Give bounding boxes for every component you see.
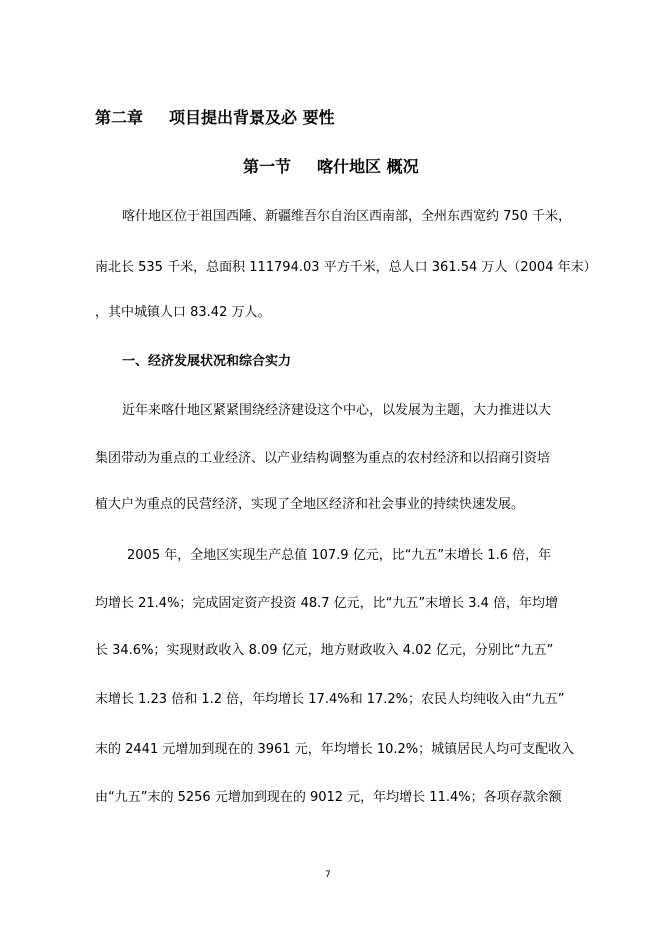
paragraph-line: 南北长 535 千米，总面积 111794.03 平方千米，总人口 361.54 万人（2004 年末）	[95, 260, 597, 275]
page-number: 7	[325, 870, 331, 880]
paragraph-line: ，其中城镇人口 83.42 万人。	[95, 305, 271, 320]
paragraph-line: 2005 年，全地区实现生产总值 107.9 亿元，比“九五”末增长 1.6 倍，年	[127, 548, 552, 563]
chapter-number: 第二章	[95, 108, 144, 127]
section-title: 喀什地区 概况	[317, 157, 419, 176]
paragraph-line: 集团带动为重点的工业经济、以产业结构调整为重点的农村经济和以招商引资培	[95, 451, 551, 466]
paragraph-line: 由“九五”末的 5256 元增加到现在的 9012 元，年均增长 11.4%；各项存款余额	[95, 790, 562, 805]
paragraph-line: 均增长 21.4%；完成固定资产投资 48.7 亿元，比“九五”末增长 3.4 倍，年均增	[95, 596, 559, 611]
paragraph-line: 喀什地区位于祖国西陲、新疆维吾尔自治区西南部，全州东西宽约 750 千米，	[122, 209, 572, 224]
paragraph-line: 末的 2441 元增加到现在的 3961 元，年均增长 10.2%；城镇居民人均可支配收入	[95, 742, 575, 757]
paragraph-line: 长 34.6%；实现财政收入 8.09 亿元，地方财政收入 4.02 亿元，分别比“九五”	[95, 643, 554, 658]
paragraph-line: 近年来喀什地区紧紧围绕经济建设这个中心，以发展为主题，大力推进以大	[122, 403, 552, 418]
subheading: 一、经济发展状况和综合实力	[122, 354, 292, 369]
paragraph-line: 植大户为重点的民营经济，实现了全地区经济和社会事业的持续快速发展。	[95, 497, 525, 512]
paragraph-line: 末增长 1.23 倍和 1.2 倍，年均增长 17.4%和 17.2%；农民人均纯收入由“九五”	[95, 692, 565, 707]
chapter-heading	[95, 110, 335, 126]
section-number: 第一节	[243, 157, 292, 176]
section-heading	[243, 159, 419, 175]
chapter-title: 项目提出背景及必 要性	[169, 108, 335, 127]
